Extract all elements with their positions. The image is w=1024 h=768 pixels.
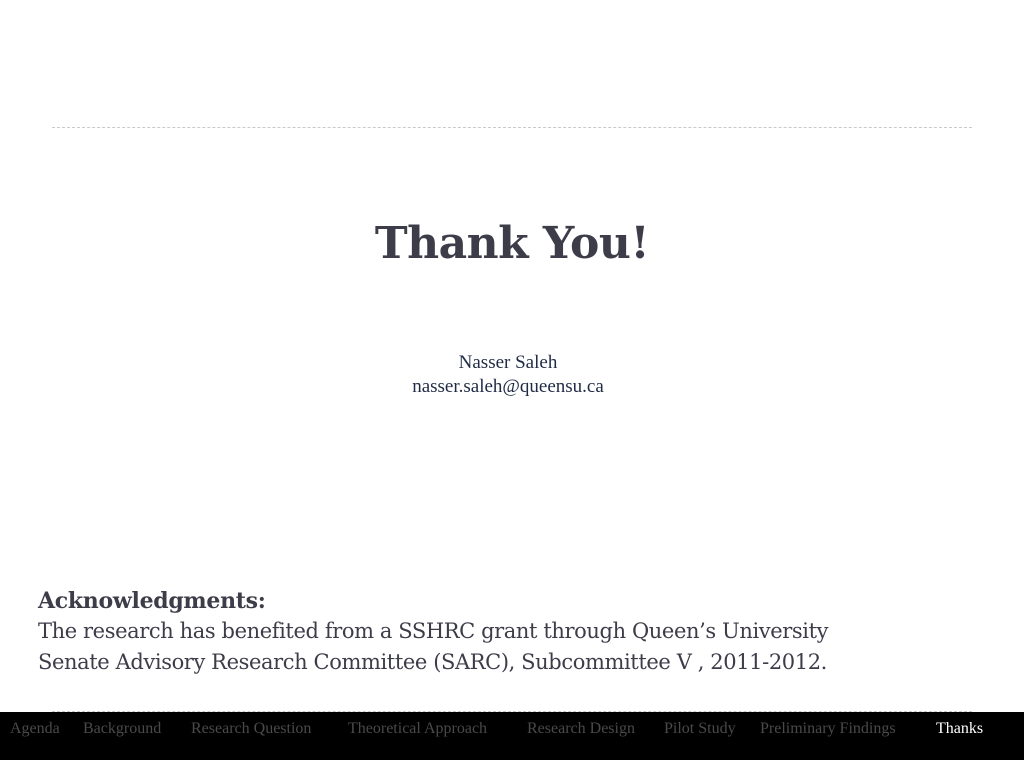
acknowledgments-text-line-1: The research has benefited from a SSHRC grant through Queen’s University: [38, 619, 829, 643]
nav-item-theoretical-approach[interactable]: Theoretical Approach: [348, 720, 488, 737]
slide-title: Thank You!: [374, 218, 650, 269]
section-navigation-bar: [0, 712, 1024, 760]
bottom-margin-strip: [0, 760, 1024, 768]
nav-item-background[interactable]: Background: [83, 720, 162, 737]
top-divider: [52, 127, 972, 128]
nav-item-agenda[interactable]: Agenda: [10, 720, 60, 737]
author-email: nasser.saleh@queensu.ca: [412, 376, 604, 397]
acknowledgments-block: [38, 586, 998, 678]
acknowledgments-heading: Acknowledgments:: [38, 588, 266, 614]
contact-block: [0, 351, 1016, 399]
acknowledgments-text-line-2: Senate Advisory Research Committee (SARC), Subcommittee V , 2011-2012.: [38, 650, 827, 674]
nav-item-research-design[interactable]: Research Design: [527, 720, 635, 737]
author-name: Nasser Saleh: [458, 352, 558, 373]
nav-item-research-question[interactable]: Research Question: [191, 720, 312, 737]
nav-item-pilot-study[interactable]: Pilot Study: [664, 720, 736, 737]
nav-item-preliminary-findings[interactable]: Preliminary Findings: [760, 720, 896, 737]
nav-item-thanks[interactable]: Thanks: [936, 720, 984, 737]
